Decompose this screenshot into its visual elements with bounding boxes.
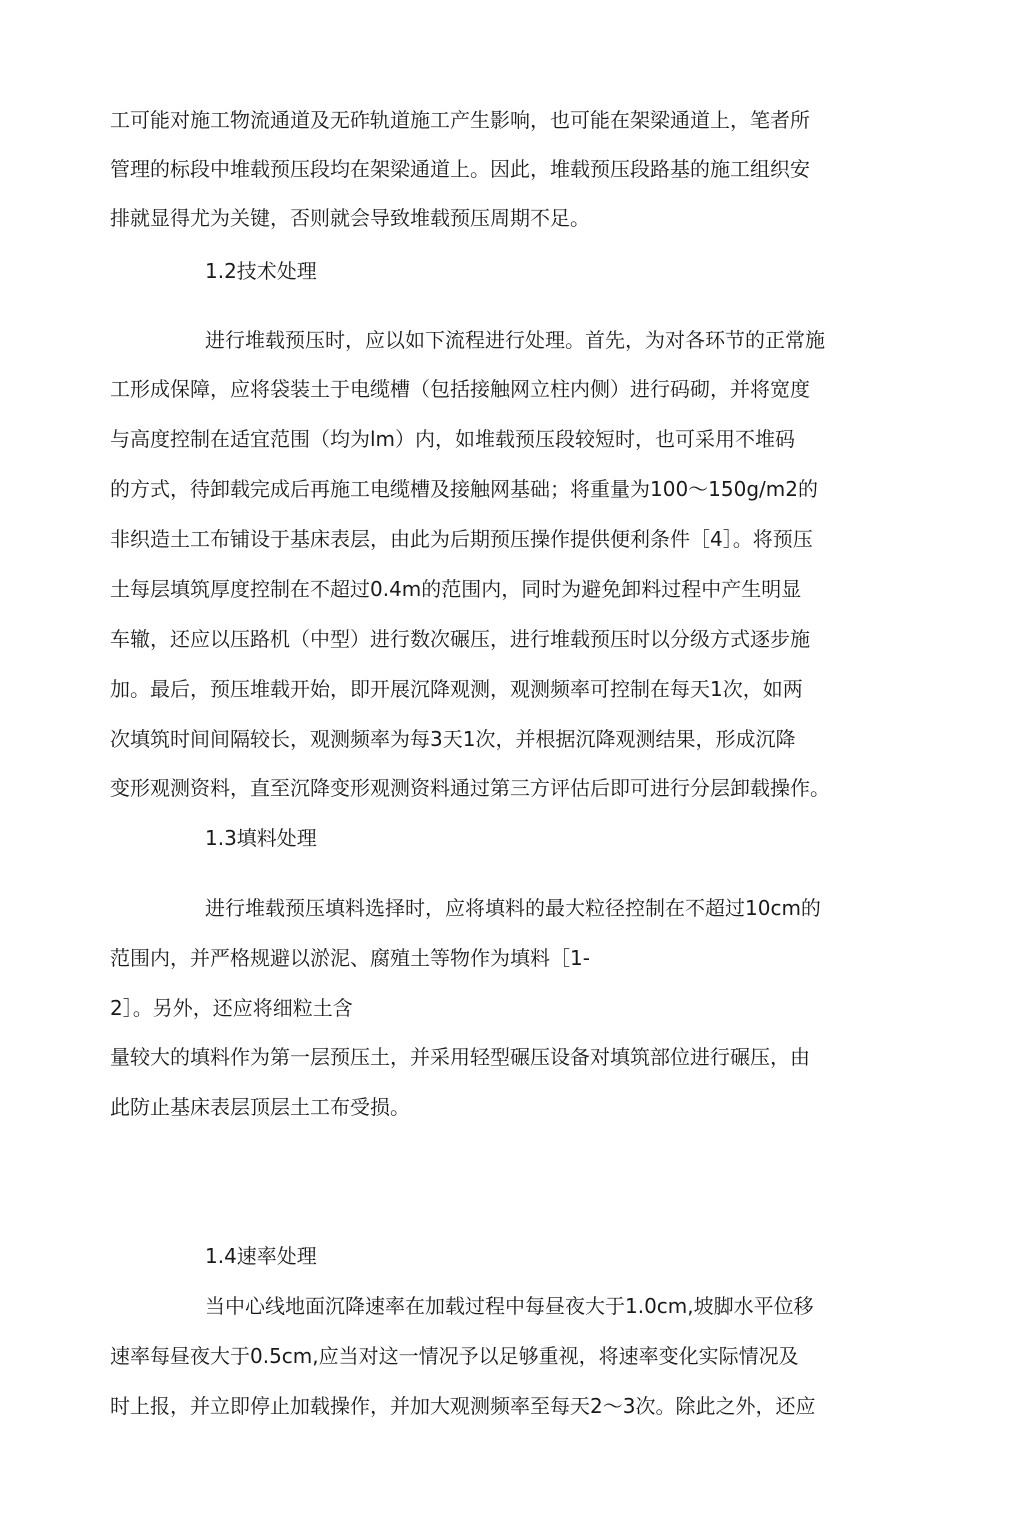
section-heading: 1.4速率处理 (205, 1244, 317, 1268)
section-heading: 1.2技术处理 (205, 259, 317, 283)
paragraph-line: 变形观测资料，直至沉降变形观测资料通过第三方评估后即可进行分层卸载操作。 (110, 776, 830, 800)
paragraph-line: 非织造土工布铺设于基床表层，由此为后期预压操作提供便利条件［4］。将预压 (110, 527, 813, 551)
paragraph-line: 工形成保障，应将袋装土于电缆槽（包括接触网立柱内侧）进行码砌，并将宽度 (110, 377, 810, 401)
paragraph-line: 进行堆载预压时，应以如下流程进行处理。首先，为对各环节的正常施 (205, 328, 825, 352)
paragraph-line: 管理的标段中堆载预压段均在架梁通道上。因此，堆载预压段路基的施工组织安 (110, 157, 810, 181)
paragraph-line: 2］。另外，还应将细粒土含 (110, 996, 353, 1020)
paragraph-line: 量较大的填料作为第一层预压土，并采用轻型碾压设备对填筑部位进行碾压，由 (110, 1045, 810, 1069)
paragraph-line: 排就显得尤为关键，否则就会导致堆载预压周期不足。 (110, 206, 590, 230)
section-heading: 1.3填料处理 (205, 826, 317, 850)
paragraph-line: 范围内，并严格规避以淤泥、腐殖土等物作为填料［1- (110, 946, 590, 970)
paragraph-line: 车辙，还应以压路机（中型）进行数次碾压，进行堆载预压时以分级方式逐步施 (110, 627, 810, 651)
paragraph-line: 的方式，待卸载完成后再施工电缆槽及接触网基础；将重量为100～150g/m2的 (110, 477, 818, 501)
paragraph-line: 加。最后，预压堆载开始，即开展沉降观测，观测频率可控制在每天1次，如两 (110, 677, 803, 701)
paragraph-line: 与高度控制在适宜范围（均为lm）内，如堆载预压段较短时，也可采用不堆码 (110, 427, 796, 451)
paragraph-line: 速率每昼夜大于0.5cm,应当对这一情况予以足够重视，将速率变化实际情况及 (110, 1344, 799, 1368)
paragraph-line: 进行堆载预压填料选择时，应将填料的最大粒径控制在不超过10cm的 (205, 896, 821, 920)
paragraph-line: 当中心线地面沉降速率在加载过程中每昼夜大于1.0cm,坡脚水平位移 (205, 1294, 814, 1318)
paragraph-line: 时上报，并立即停止加载操作，并加大观测频率至每天2～3次。除此之外，还应 (110, 1394, 816, 1418)
paragraph-line: 土每层填筑厚度控制在不超过0.4m的范围内，同时为避免卸料过程中产生明显 (110, 577, 802, 601)
paragraph-line: 工可能对施工物流通道及无砟轨道施工产生影响，也可能在架梁通道上，笔者所 (110, 108, 810, 132)
paragraph-line: 次填筑时间间隔较长，观测频率为每3天1次，并根据沉降观测结果，形成沉降 (110, 727, 796, 751)
paragraph-line: 此防止基床表层顶层土工布受损。 (110, 1095, 410, 1119)
